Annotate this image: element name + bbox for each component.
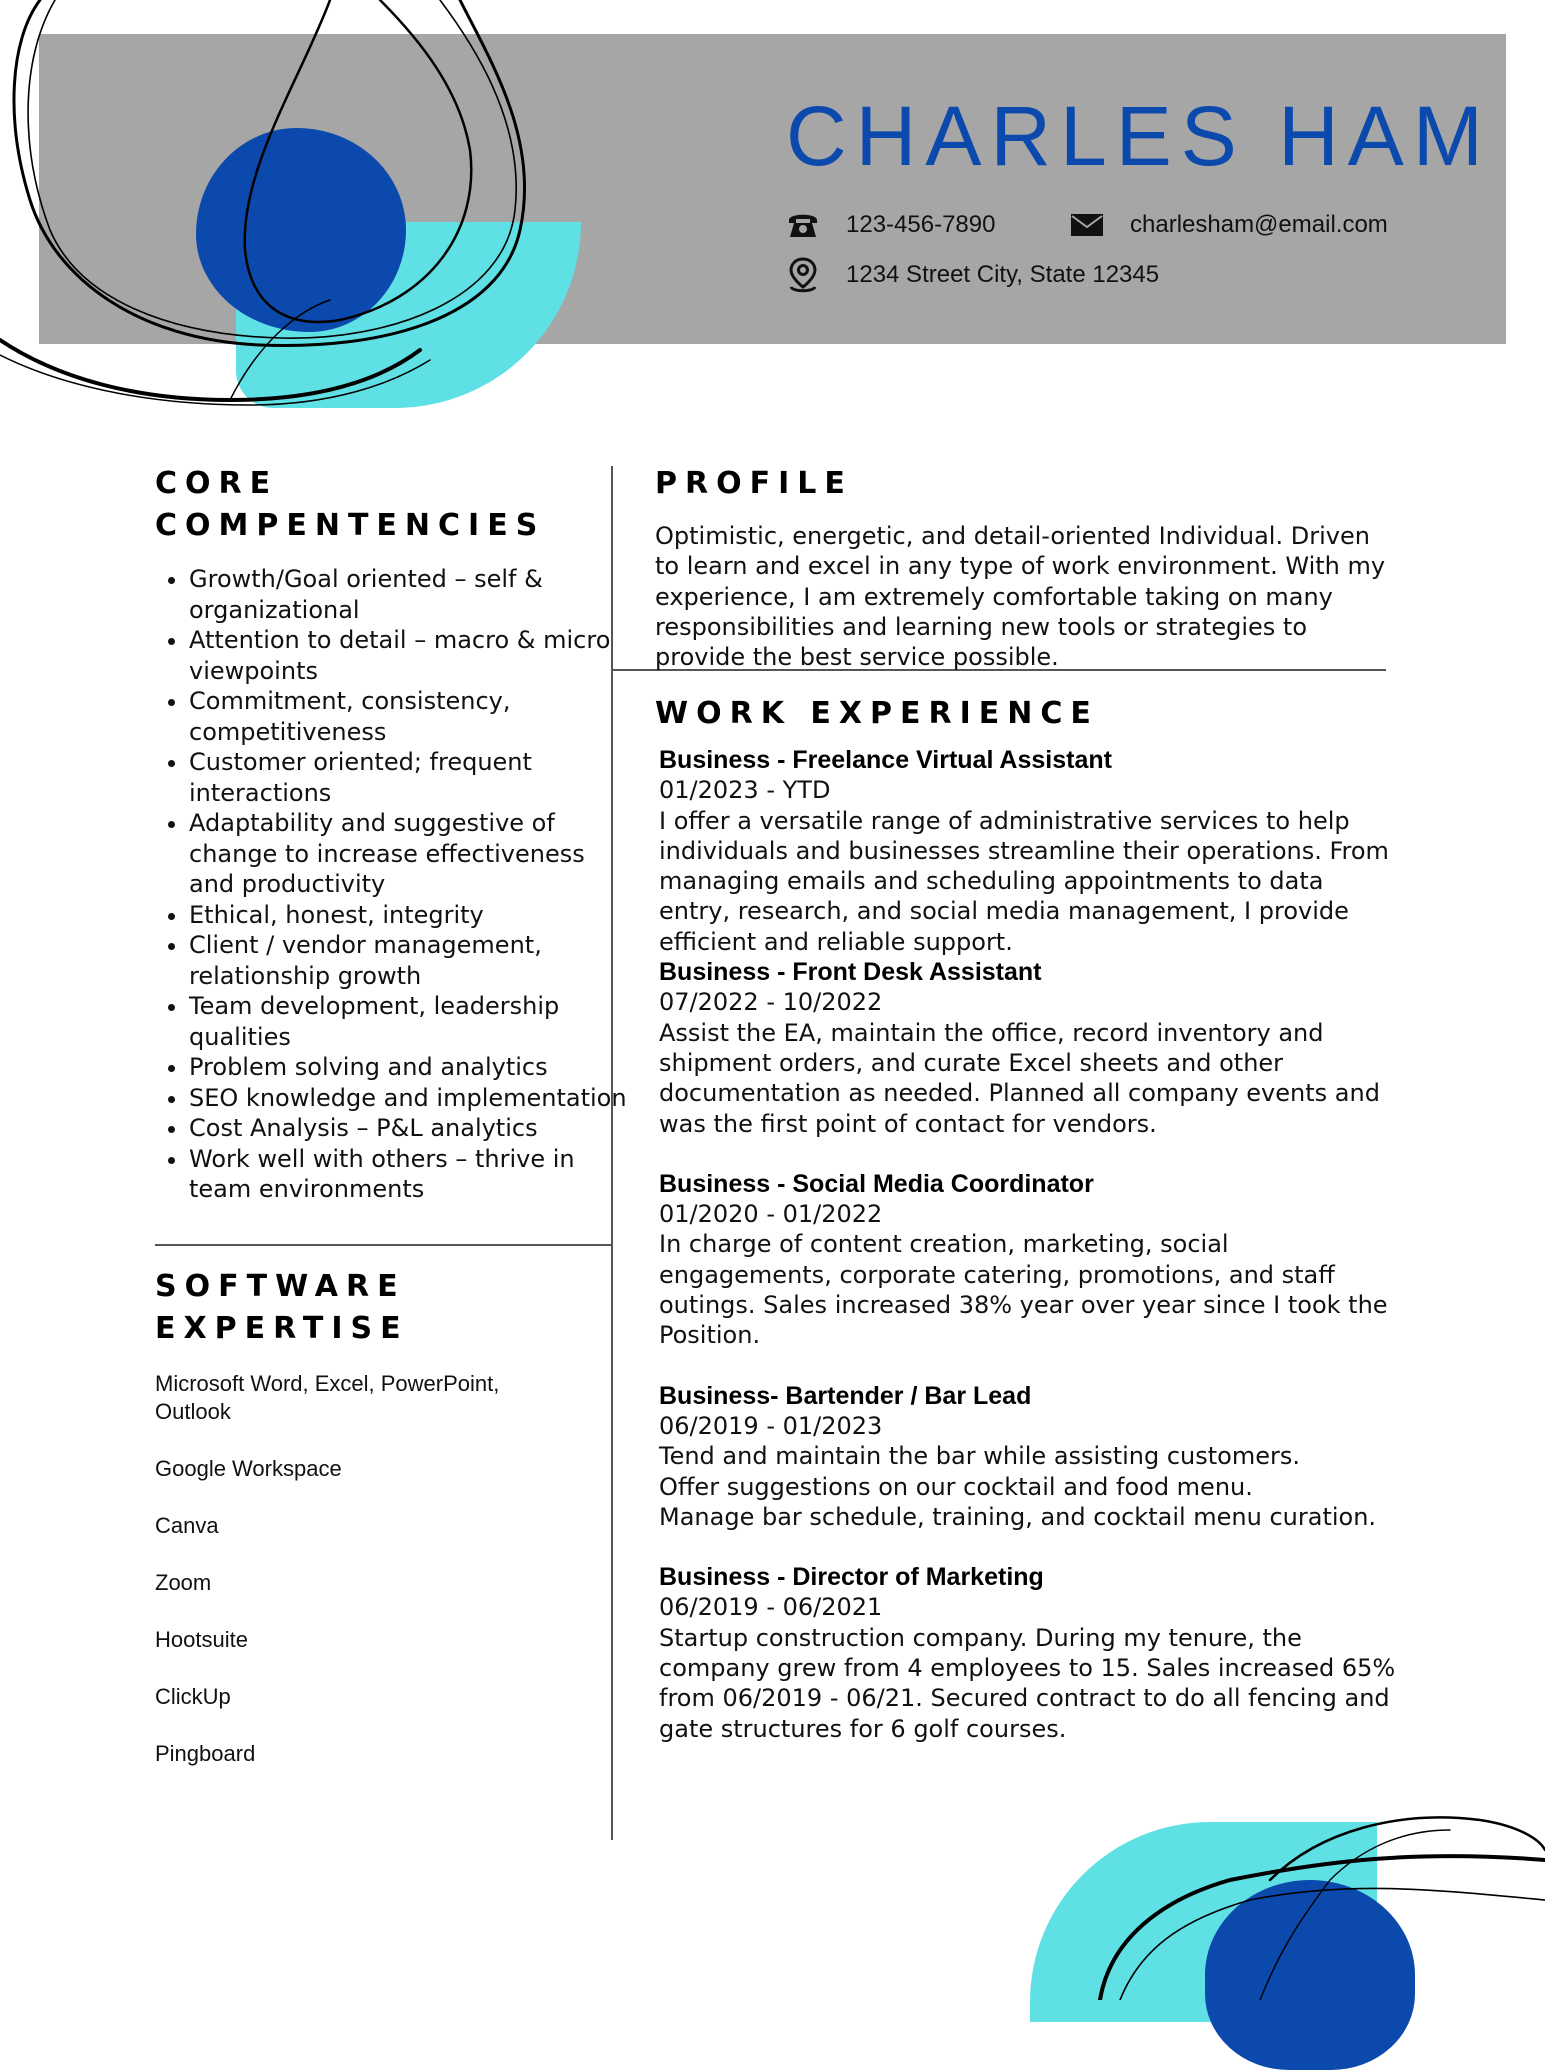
core-title-line1: CORE — [155, 466, 279, 501]
phone-icon — [786, 208, 820, 242]
list-item: • Cost Analysis – P&L analytics — [189, 1113, 629, 1144]
street-address: 1234 Street City, State 12345 — [846, 261, 1160, 288]
phone-contact — [786, 208, 995, 242]
job-title: Business- Bartender / Bar Lead — [659, 1381, 1032, 1410]
list-item: Pingboard — [155, 1741, 256, 1766]
software-list — [155, 1370, 575, 1797]
address-contact — [786, 258, 1159, 292]
job-title: Business - Director of Marketing — [659, 1563, 1044, 1592]
job-entry — [659, 1562, 1399, 1744]
list-item: Google Workspace — [155, 1456, 342, 1481]
job-dates: 01/2020 - 01/2022 — [659, 1200, 883, 1229]
list-item: • Attention to detail – macro & micro viewpoints — [189, 625, 629, 686]
list-item: • Ethical, honest, integrity — [189, 900, 629, 931]
list-item: • Customer oriented; frequent interactions — [189, 747, 629, 808]
work-experience-list — [659, 745, 1399, 1744]
list-item: • Growth/Goal oriented – self & organizational — [189, 564, 629, 625]
location-pin-icon — [786, 258, 820, 292]
core-title-line2: COMPENTENCIES — [155, 508, 546, 543]
list-item: • Adaptability and suggestive of change to increase effectiveness and productivity — [189, 808, 629, 900]
work-experience-heading: WORK EXPERIENCE — [655, 696, 1099, 731]
job-dates: 01/2023 - YTD — [659, 776, 831, 805]
candidate-name: CHARLES HAM — [786, 89, 1492, 183]
software-title-line2: EXPERTISE — [155, 1311, 409, 1346]
job-dates: 06/2019 - 06/2021 — [659, 1593, 883, 1622]
job-entry — [659, 745, 1399, 957]
envelope-icon — [1070, 208, 1104, 242]
job-description: Assist the EA, maintain the office, record inventory and shipment orders, and curate Excel sheets and other documentation as needed. Planned all company events and was the first point of contact for vendors. — [659, 1018, 1380, 1138]
decorative-navy-blob-bottom — [1205, 1880, 1415, 2070]
list-item: • Problem solving and analytics — [189, 1052, 629, 1083]
job-entry — [659, 957, 1399, 1139]
left-section-divider — [155, 1244, 612, 1246]
job-description: Tend and maintain the bar while assisting customers. Offer suggestions on our cocktail and food menu. Manage bar schedule, training, and cocktail menu curation. — [659, 1442, 1377, 1531]
phone-number: 123-456-7890 — [846, 211, 996, 238]
email-address: charlesham@email.com — [1130, 211, 1388, 238]
job-dates: 06/2019 - 01/2023 — [659, 1411, 883, 1440]
list-item: • Work well with others – thrive in team environments — [189, 1144, 629, 1205]
list-item: • Client / vendor management, relationship growth — [189, 930, 629, 991]
decorative-navy-blob-top — [196, 128, 406, 332]
core-competencies-heading — [155, 463, 595, 547]
list-item: Zoom — [155, 1570, 212, 1595]
job-entry — [659, 1381, 1399, 1532]
profile-text: Optimistic, energetic, and detail-oriented Individual. Driven to learn and excel in any type of work environment. With my experience, I am extremely comfortable taking on many responsibilities and learning new tools or strategies to provide the best service possible. — [655, 522, 1386, 672]
list-item: Canva — [155, 1513, 219, 1538]
software-title-line1: SOFTWARE — [155, 1269, 406, 1304]
job-title: Business - Social Media Coordinator — [659, 1169, 1094, 1198]
job-title: Business - Front Desk Assistant — [659, 958, 1042, 987]
job-description: I offer a versatile range of administrative services to help individuals and businesses streamline their operations. From managing emails and scheduling appointments to data entry, research, and social media management, I provide efficient and reliable support. — [659, 806, 1389, 956]
list-item: Hootsuite — [155, 1627, 248, 1652]
job-entry — [659, 1169, 1399, 1351]
email-contact — [1070, 208, 1388, 242]
list-item: Microsoft Word, Excel, PowerPoint, Outlook — [155, 1371, 500, 1424]
core-competencies-list — [155, 564, 629, 1205]
list-item: • SEO knowledge and implementation — [189, 1083, 629, 1114]
software-expertise-heading — [155, 1266, 595, 1350]
job-title: Business - Freelance Virtual Assistant — [659, 746, 1112, 774]
job-description: In charge of content creation, marketing, social engagements, corporate catering, promotions, and staff outings. Sales increased 38% year over year since I took the Position. — [659, 1230, 1388, 1350]
list-item: • Team development, leadership qualities — [189, 991, 629, 1052]
job-dates: 07/2022 - 10/2022 — [659, 988, 883, 1017]
profile-heading: PROFILE — [655, 466, 853, 501]
job-description: Startup construction company. During my tenure, the company grew from 4 employees to 15. Sales increased 65% from 06/2019 - 06/21. Secured contract to do all fencing and gate structures for 6 golf courses. — [659, 1623, 1396, 1743]
list-item: ClickUp — [155, 1684, 231, 1709]
list-item: • Commitment, consistency, competitiveness — [189, 686, 629, 747]
